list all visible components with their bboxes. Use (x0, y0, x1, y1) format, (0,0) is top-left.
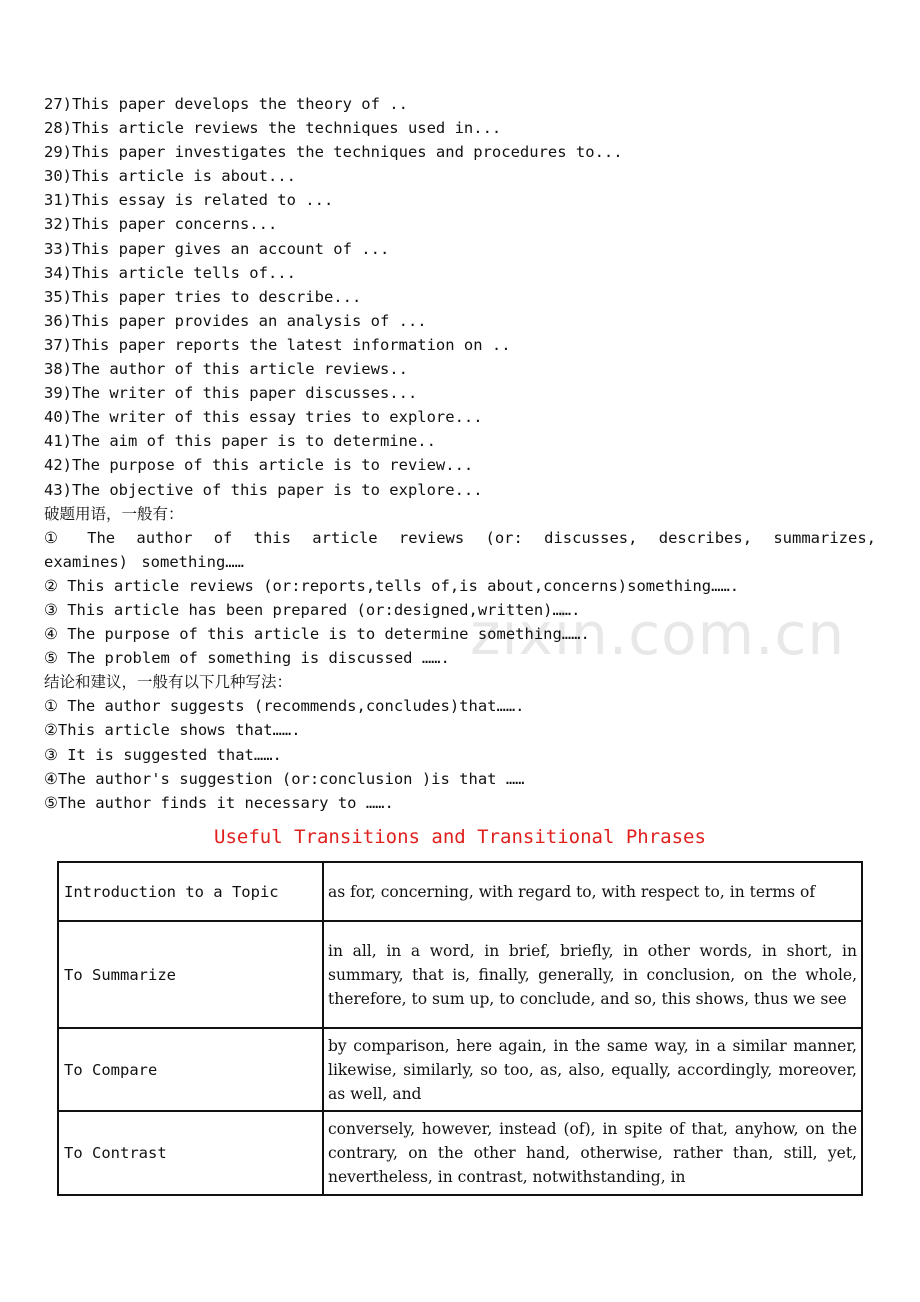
list-item: ③ This article has been prepared (or:designed,written)……. (44, 600, 581, 619)
section-title: Useful Transitions and Transitional Phrases (214, 826, 706, 848)
list-item: 42)The purpose of this article is to review... (44, 456, 474, 475)
list-item: 37)This paper reports the latest information on .. (44, 335, 511, 354)
list-item: 33)This paper gives an account of ... (44, 239, 390, 258)
list-item: 28)This article reviews the techniques used in... (44, 119, 502, 138)
list-item: ④ The purpose of this article is to determine something……. (44, 625, 590, 644)
list-item: 31)This essay is related to ... (44, 191, 334, 210)
table-row-value: in all, in a word, in brief, briefly, in other words, in short, in summary, that is, finally, generally, in conclusion, on the whole, therefore, to sum up, to conclude, and so, this shows, thus we see (323, 921, 862, 1028)
subheading-opening-phrases: 破题用语，一般有： (44, 504, 184, 523)
list-item: ⑤ The problem of something is discussed ……. (44, 649, 450, 668)
list-item: ① The author of this article reviews (or: discusses, describes, summarizes, examines) something…… (44, 528, 876, 571)
table-row (58, 862, 862, 921)
subheading-conclusion-phrases: 结论和建议，一般有以下几种写法： (44, 673, 293, 692)
list-item: 43)The objective of this paper is to explore... (44, 480, 483, 499)
table-row (58, 1111, 862, 1194)
table-row (58, 1028, 862, 1111)
list-item: ③ It is suggested that……. (44, 745, 282, 764)
list-item: 36)This paper provides an analysis of ... (44, 311, 427, 330)
list-item: 40)The writer of this essay tries to explore... (44, 408, 483, 427)
list-item: 39)The writer of this paper discusses... (44, 384, 418, 403)
transitions-table (57, 861, 863, 1196)
list-item: 27)This paper develops the theory of .. (44, 95, 408, 113)
table-row-label: To Compare (58, 1028, 323, 1111)
list-item: ① The author suggests (recommends,concludes)that……. (44, 697, 525, 716)
list-item: 30)This article is about... (44, 167, 296, 186)
list-item: 35)This paper tries to describe... (44, 287, 362, 306)
table-row-label: Introduction to a Topic (58, 862, 323, 921)
list-item: 32)This paper concerns... (44, 215, 278, 234)
table-row-label: To Contrast (58, 1111, 323, 1194)
table-row-value: conversely, however, instead (of), in spite of that, anyhow, on the contrary, on the other hand, otherwise, rather than, still, yet, nevertheless, in contrast, notwithstanding, in (323, 1111, 862, 1194)
list-item: ②This article shows that……. (44, 721, 301, 740)
list-item: 38)The author of this article reviews.. (44, 360, 408, 379)
watermark: zixin.com.cn (470, 600, 846, 668)
table-row-value: as for, concerning, with regard to, with respect to, in terms of (323, 862, 862, 921)
list-item: 41)The aim of this paper is to determine.. (44, 432, 436, 451)
list-item: 29)This paper investigates the techniques and procedures to... (44, 143, 623, 162)
list-item: ② This article reviews (or:reports,tells of,is about,concerns)something……. (44, 576, 740, 595)
phrase-list (44, 92, 876, 815)
table-row (58, 921, 862, 1028)
table-row-value: by comparison, here again, in the same way, in a similar manner, likewise, similarly, so too, as, also, equally, accordingly, moreover, as well, and (323, 1028, 862, 1111)
table-row-label: To Summarize (58, 921, 323, 1028)
list-item: 34)This article tells of... (44, 263, 296, 282)
list-item: ⑤The author finds it necessary to ……. (44, 793, 394, 812)
list-item: ④The author's suggestion (or:conclusion )is that …… (44, 769, 525, 788)
